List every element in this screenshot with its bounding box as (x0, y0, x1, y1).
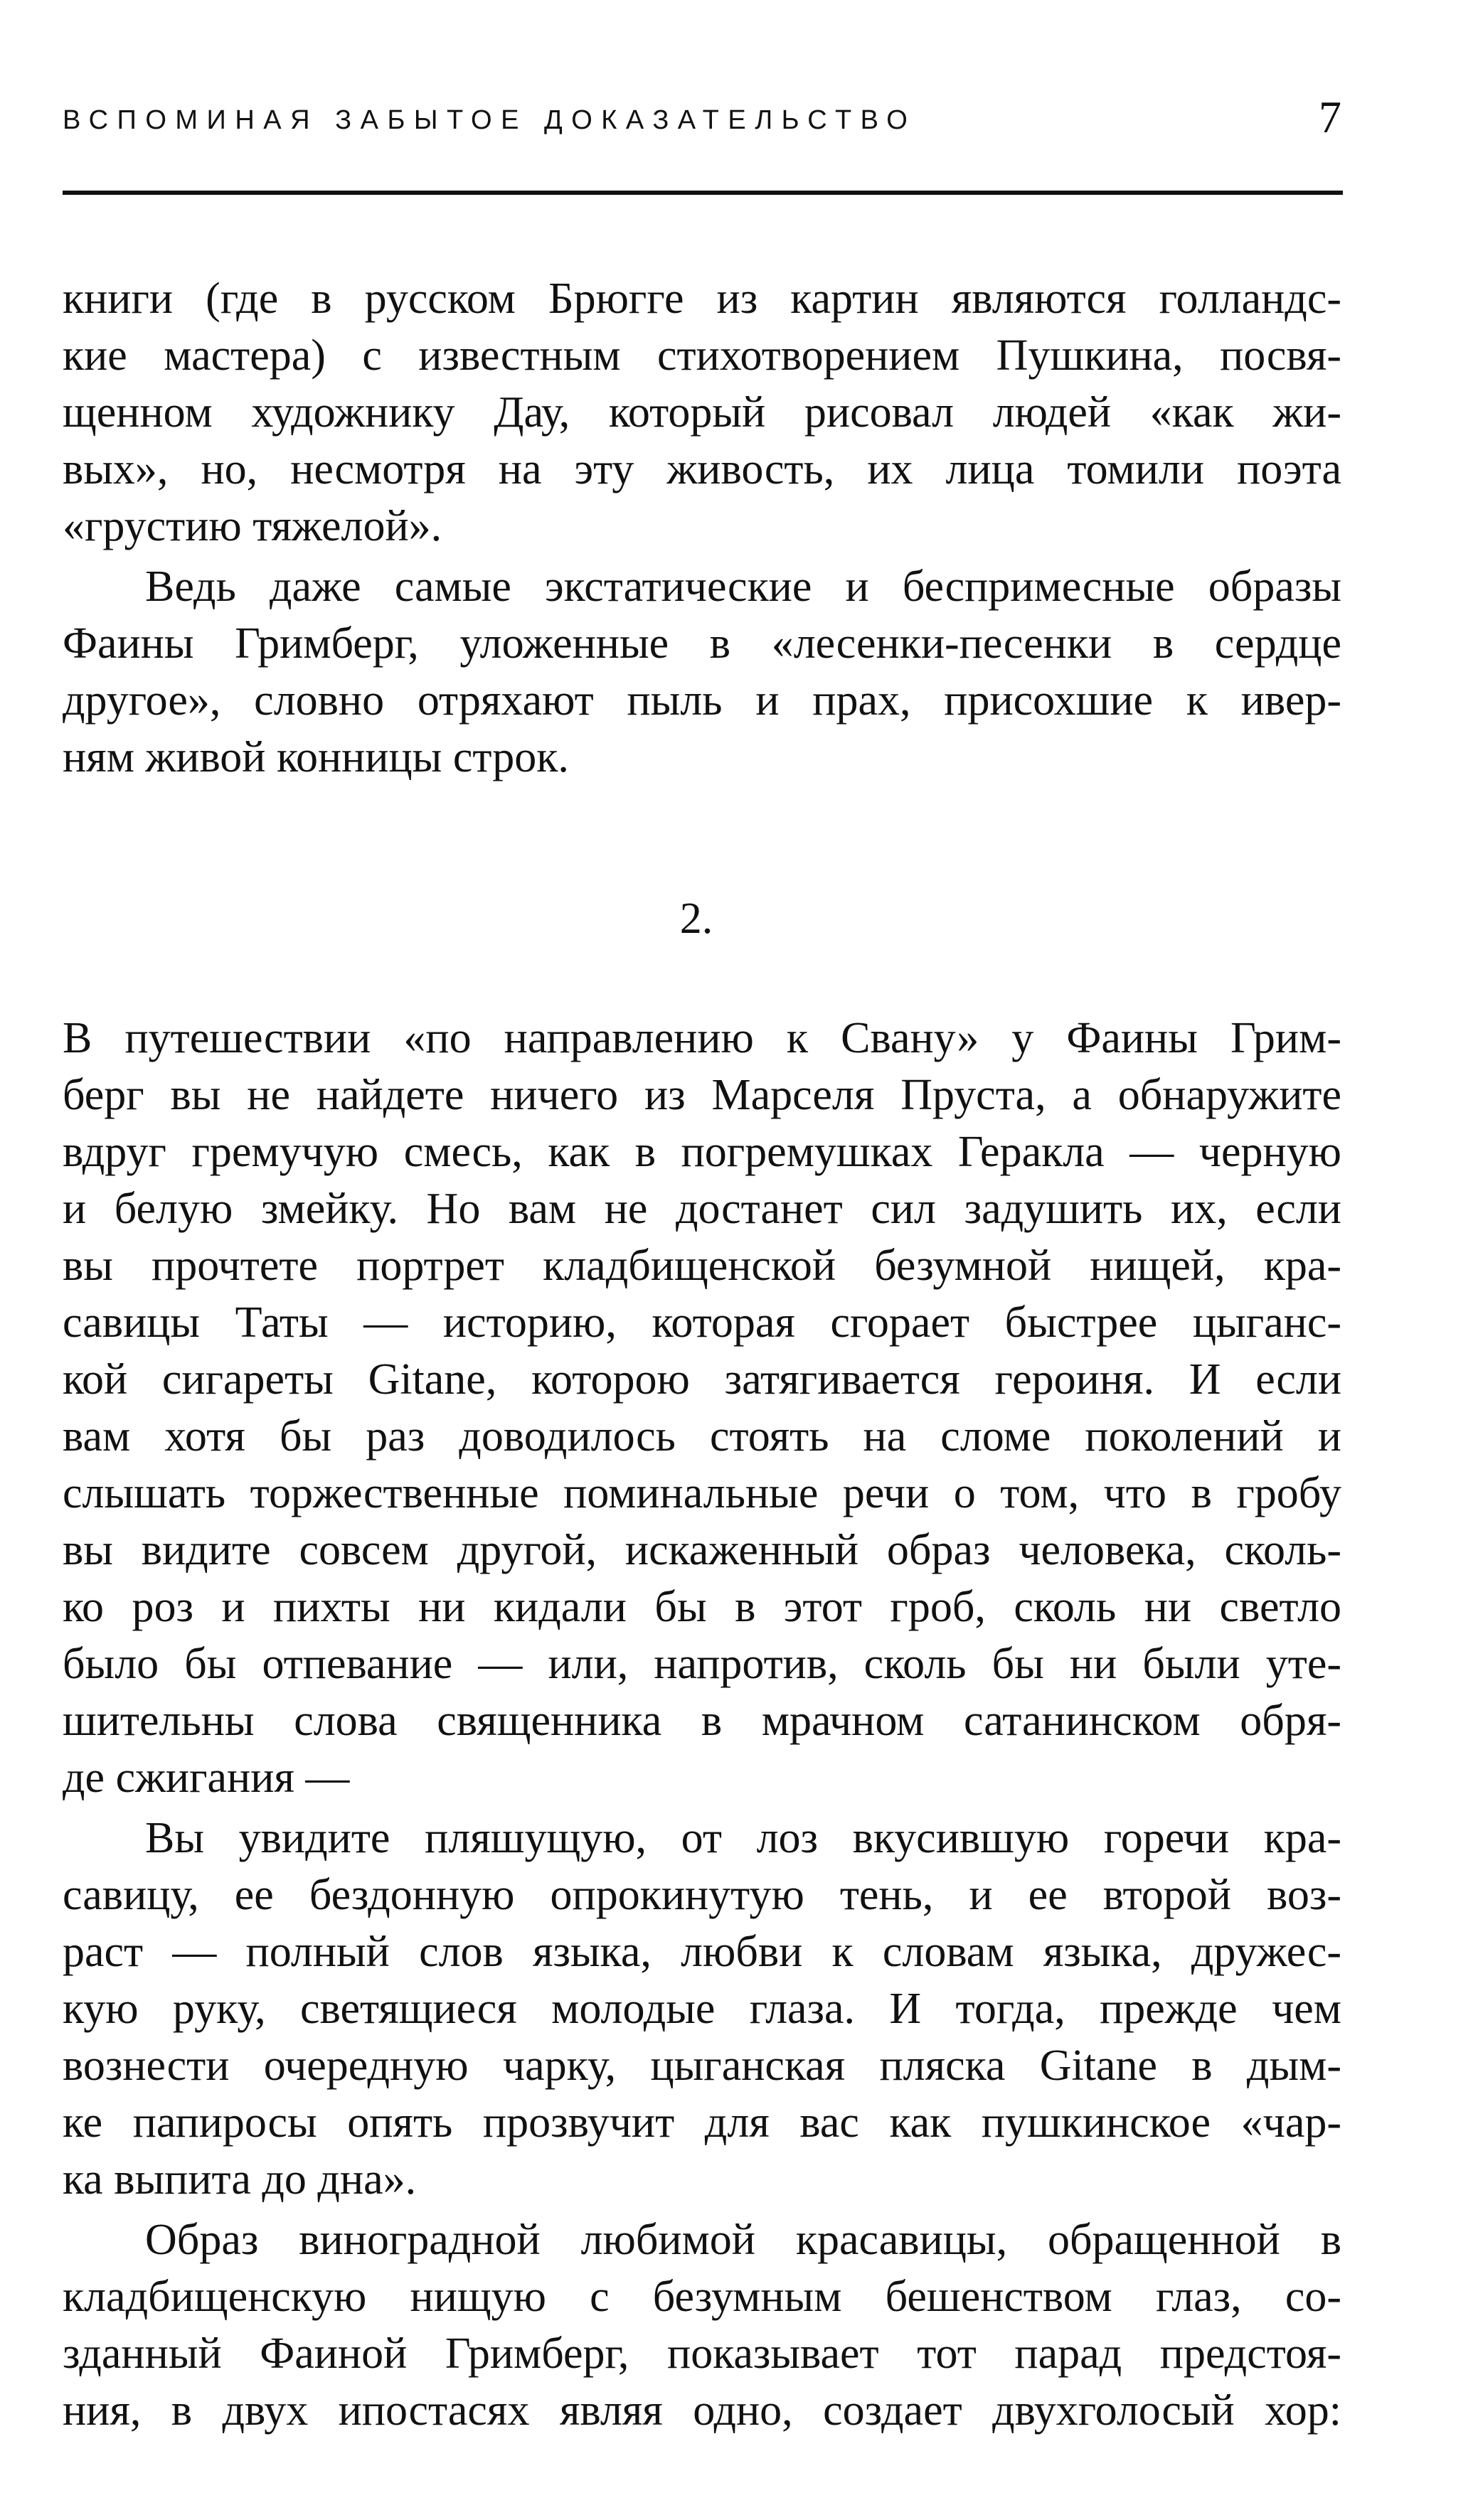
text-line: савицы Таты — историю, которая сгорает быстрее цыганс- (63, 1298, 1341, 1347)
text-line: савицу, ее бездонную опрокинутую тень, и ее второй воз- (63, 1871, 1341, 1919)
text-line: Образ виноградной любимой красавицы, обращенной в (145, 2216, 1341, 2264)
text-line: кие мастера) с известным стихотворением Пушкина, посвя- (63, 331, 1341, 380)
text-line: и белую змейку. Но вам не достанет сил задушить их, если (63, 1185, 1341, 1233)
text-line: зданный Фаиной Гримберг, показывает тот парад предстоя- (63, 2329, 1341, 2378)
text-line: В путешествии «по направлению к Свану» у Фаины Грим- (63, 1014, 1341, 1062)
text-line: шительны слова священника в мрачном сатанинском обря- (63, 1697, 1341, 1745)
text-line: Фаины Гримберг, уложенные в «лесенки-песенки в сердце (63, 619, 1341, 668)
text-line: кую руку, светящиеся молодые глаза. И тогда, прежде чем (63, 1985, 1341, 2033)
text-line: де сжигания — (63, 1753, 350, 1802)
text-line: вознести очередную чарку, цыганская пляска Gitane в дым- (63, 2041, 1341, 2090)
text-line: берг вы не найдете ничего из Марселя Пруста, а обнаружите (63, 1071, 1341, 1119)
text-line: ко роз и пихты ни кидали бы в этот гроб, сколь ни светло (63, 1583, 1341, 1631)
text-line: ке папиросы опять прозвучит для вас как пушкинское «чар- (63, 2098, 1341, 2147)
text-line: ния, в двух ипостасях являя одно, создает двухголосый хор: (63, 2386, 1341, 2435)
text-line: книги (где в русском Брюгге из картин являются голландс- (63, 274, 1341, 323)
header-rule (63, 191, 1343, 195)
text-line: ка выпита до дна». (63, 2155, 417, 2204)
section-number: 2. (679, 895, 713, 943)
text-line: Ведь даже самые экстатические и беспримесные образы (145, 562, 1341, 611)
text-line: вы прочтете портрет кладбищенской безумной нищей, кра- (63, 1242, 1341, 1290)
text-line: вы видите совсем другой, искаженный образ человека, сколь- (63, 1526, 1341, 1574)
text-line: кладбищенскую нищую с безумным бешенством глаз, со- (63, 2273, 1341, 2321)
text-line: Вы увидите пляшущую, от лоз вкусившую горечи кра- (145, 1814, 1341, 1862)
text-line: ням живой конницы строк. (63, 733, 569, 781)
text-line: кой сигареты Gitane, которою затягивается героиня. И если (63, 1355, 1341, 1404)
text-line: вдруг гремучую смесь, как в погремушках Геракла — черную (63, 1128, 1341, 1176)
text-line: слышать торжественные поминальные речи о том, что в гробу (63, 1469, 1341, 1517)
text-line: «грустию тяжелой». (63, 502, 442, 550)
text-line: щенном художнику Дау, который рисовал людей «как жи- (63, 388, 1341, 437)
text-line: раст — полный слов языка, любви к словам языка, дружес- (63, 1928, 1341, 1976)
text-line: вых», но, несмотря на эту живость, их лица томили поэта (63, 445, 1341, 493)
running-head-title: ВСПОМИНАЯ ЗАБЫТОЕ ДОКАЗАТЕЛЬСТВО (63, 105, 917, 135)
page-number: 7 (1319, 92, 1341, 142)
text-line: вам хотя бы раз доводилось стоять на сломе поколений и (63, 1412, 1341, 1461)
text-line: было бы отпевание — или, напротив, сколь бы ни были уте- (63, 1640, 1341, 1688)
text-line: другое», словно отряхают пыль и прах, присохшие к ивер- (63, 676, 1341, 725)
